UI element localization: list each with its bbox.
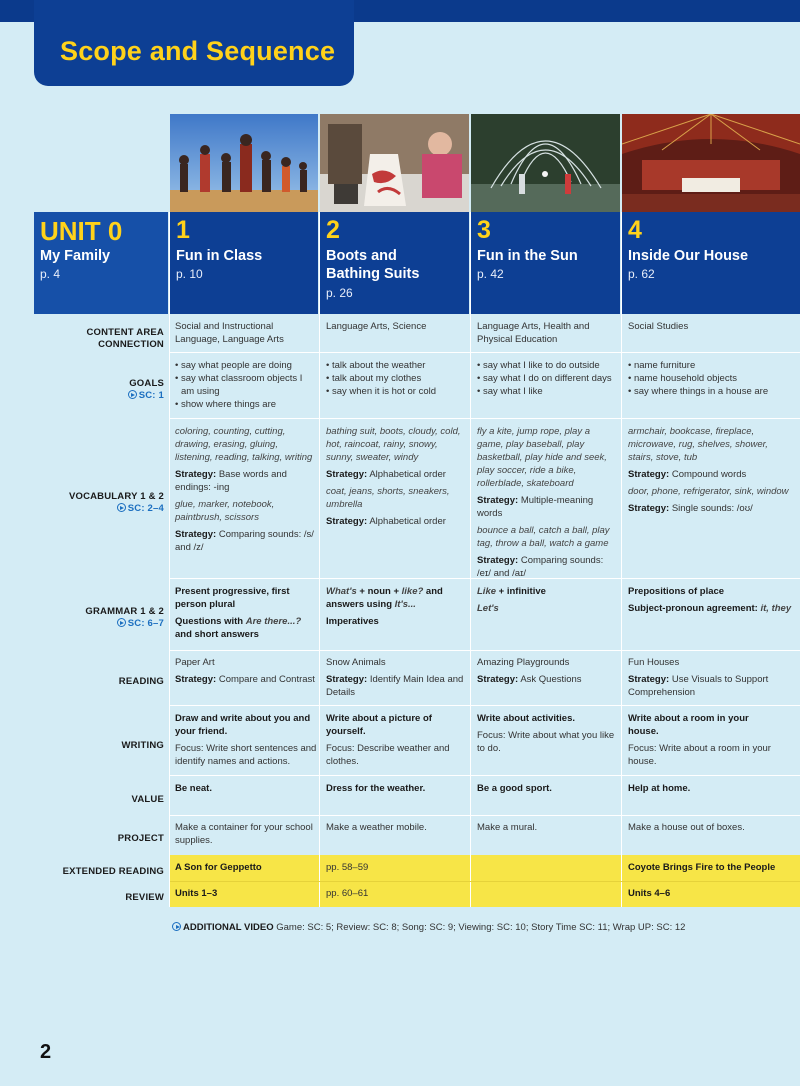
unit-page: p. 42 [477,267,504,281]
review-cell: Units 4–6 [628,888,671,899]
row-label-writing: WRITING [121,740,164,751]
content-cell: Language Arts, Science [326,321,427,332]
value-cell: Be neat. [175,783,212,794]
row-label-grammar: GRAMMAR 1 & 2 SC: 6–7 [40,606,164,630]
writing-cell: Write about a room in your house. Focus: Write about a room in your house. [628,713,771,767]
row-label-vocab: VOCABULARY 1 & 2 SC: 2–4 [40,491,164,515]
grammar-cell: Prepositions of place Subject-pronoun agreement: it, they [628,586,792,614]
content-cell: Language Arts, Health and Physical Education [477,321,590,345]
goals-cell: • name furniture • name household objects • say where things in a house are [628,359,793,398]
row-divider [170,881,800,882]
unit-number: 1 [176,216,190,244]
unit-page: p. 10 [176,267,203,281]
goals-cell: • say what I like to do outside • say what I do on different days • say what I like [477,359,619,398]
unit-name: My Family [40,248,111,264]
video-link-vocab[interactable]: SC: 2–4 [40,503,164,515]
video-link-goals[interactable]: SC: 1 [40,390,164,402]
writing-cell: Draw and write about you and your friend. Focus: Write short sentences and identify names and actions. [175,713,317,767]
photo-unit-1 [170,114,318,212]
grammar-cell: Present progressive, first person plural Questions with Are there...? and short answers [175,586,302,640]
unit-name: Fun in Class [176,248,263,264]
writing-cell: Write about activities. Focus: Write about what you like to do. [477,713,615,754]
additional-video-note: ADDITIONAL VIDEO Game: SC: 5; Review: SC: 8; Song: SC: 9; Viewing: SC: 10; Story Time SC: 11; Wrap UP: SC: 12 [172,922,685,933]
content-cell: Social Studies [628,321,689,332]
project-cell: Make a container for your school supplies. [175,822,313,846]
page-title: Scope and Sequence [60,36,336,66]
unit-number: 3 [477,216,491,244]
unit-number: 2 [326,216,340,244]
unit-2-header[interactable] [320,212,469,314]
extended-reading-cell: Coyote Brings Fire to the People [628,862,776,873]
reading-cell: Paper Art Strategy: Compare and Contrast [175,657,315,685]
row-divider [170,705,800,706]
row-divider [170,418,800,419]
row-divider [170,650,800,651]
project-cell: Make a house out of boxes. [628,822,745,833]
grammar-cell: Like + infinitive Let's [477,586,546,614]
value-cell: Dress for the weather. [326,783,426,794]
unit-name: Boots and Bathing Suits [326,248,420,282]
extended-reading-pages: pp. 58–59 [326,862,369,873]
unit-page: p. 62 [628,267,655,281]
row-divider [170,815,800,816]
extended-reading-cell: A Son for Geppetto [175,862,262,873]
play-icon [117,503,126,512]
goals-cell: • talk about the weather • talk about my clothes • say when it is hot or cold [326,359,466,398]
unit-name: Inside Our House [628,248,749,264]
title-tab [34,0,354,86]
page-number: 2 [40,1041,52,1063]
vocab-cell: armchair, bookcase, fireplace, microwave, rug, shelves, shower, stairs, stove, tub Strategy: Compound words door, phone, refrigerator, sink, window Strategy: Single sounds: /oʊ/ [628,426,789,514]
row-label-project: PROJECT [117,833,164,844]
row-divider [170,775,800,776]
grammar-cell: What's + noun + like? and answers using It's... Imperatives [326,586,443,627]
vocab-cell: coloring, counting, cutting, drawing, erasing, gluing, listening, reading, talking, writing Strategy: Base words and endings: -ing glue, marker, notebook, paintbrush, scissors Strategy: Comparing sounds: /s/ and /z/ [175,426,314,553]
play-icon [128,390,137,399]
project-cell: Make a mural. [477,822,538,833]
unit-number: UNIT 0 [40,216,123,246]
unit-0-header[interactable] [34,212,168,314]
reading-cell: Snow Animals Strategy: Identify Main Idea and Details [326,657,464,698]
value-cell: Be a good sport. [477,783,552,794]
unit-3-header[interactable] [471,212,620,314]
value-cell: Help at home. [628,783,691,794]
unit-page: p. 26 [326,286,353,300]
content-cell: Social and Instructional Language, Language Arts [175,321,284,345]
column-divider [319,212,320,907]
goals-cell: • say what people are doing • say what classroom objects I am using • show where things are [175,359,315,411]
photo-unit-2 [320,114,469,212]
reading-cell: Fun Houses Strategy: Use Visuals to Support Comprehension [628,657,769,698]
column-divider [169,212,170,907]
photo-unit-3 [471,114,620,212]
unit-name: Fun in the Sun [477,248,578,264]
photo-unit-4 [622,114,800,212]
row-label-content: CONTENT AREA CONNECTION [86,327,164,350]
row-label-review: REVIEW [125,892,164,903]
reading-cell: Amazing Playgrounds Strategy: Ask Questions [477,657,582,685]
review-cell: Units 1–3 [175,888,218,899]
unit-page: p. 4 [40,267,61,281]
unit-number: 4 [628,216,642,244]
unit-4-header[interactable] [622,212,800,314]
review-pages: pp. 60–61 [326,888,369,899]
video-link-grammar[interactable]: SC: 6–7 [40,618,164,630]
project-cell: Make a weather mobile. [326,822,427,833]
row-label-goals: GOALS SC: 1 [40,378,164,402]
row-label-value: VALUE [131,794,164,805]
play-icon [172,922,181,931]
vocab-cell: fly a kite, jump rope, play a game, play baseball, play basketball, play hide and seek, play soccer, ride a bike, rollerblade, skateboard Strategy: Multiple-meaning words bounce a ball, catch a ball, play tag, throw a ball, watch a game Strategy: Comparing sounds: /eɪ/ and /aɪ/ [477,426,610,579]
column-divider [621,212,622,907]
row-label-reading: READING [118,676,164,687]
row-divider [170,352,800,353]
writing-cell: Write about a picture of yourself. Focus: Describe weather and clothes. [326,713,450,767]
vocab-cell: bathing suit, boots, cloudy, cold, hot, raincoat, rainy, snowy, sunny, sweater, windy Strategy: Alphabetical order coat, jeans, shorts, sneakers, umbrella Strategy: Alphabetical order [326,426,461,527]
row-label-extended: EXTENDED READING [62,866,164,877]
column-divider [470,212,471,907]
play-icon [117,618,126,627]
unit-1-header[interactable] [170,212,318,314]
